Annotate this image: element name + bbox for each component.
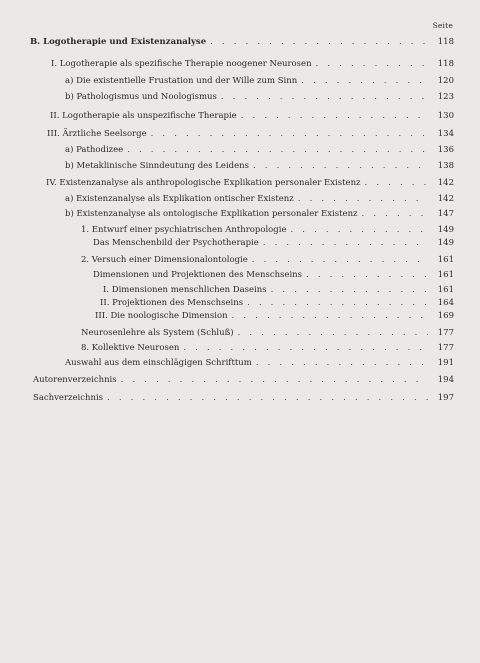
toc-entry: [0, 357, 480, 370]
toc-entry-label: b) Pathologismus und Noologismus: [65, 92, 217, 102]
toc-entry: [0, 342, 480, 355]
toc-entry-page: 147: [437, 209, 454, 219]
dot-leader: [256, 357, 428, 370]
toc-entry: [0, 208, 480, 221]
toc-entry-label: a) Existenzanalyse als Explikation ontischer Existenz: [65, 194, 294, 204]
dot-leader: [221, 91, 428, 104]
toc-entry-page: 138: [437, 161, 454, 171]
toc-entry-page: 149: [437, 238, 454, 248]
toc-entry: [0, 91, 480, 104]
toc-entry: [0, 160, 480, 173]
dot-leader: [238, 327, 428, 340]
toc-entry: [0, 144, 480, 157]
toc-entry-label: Sachverzeichnis: [33, 393, 104, 403]
dot-leader: [210, 36, 428, 49]
dot-leader: [365, 177, 428, 190]
toc-entry-page: 134: [437, 129, 454, 139]
toc-entry-label: 8. Kollektive Neurosen: [81, 343, 180, 353]
toc-entry-page: 161: [437, 285, 454, 295]
dot-leader: [263, 237, 428, 250]
dot-leader: [306, 269, 428, 282]
dot-leader: [253, 160, 428, 173]
dot-leader: [271, 284, 428, 297]
toc-entry-page: 169: [437, 311, 454, 321]
toc-entry: [0, 224, 480, 237]
toc-entry: [0, 128, 480, 141]
toc-entry-page: 118: [437, 37, 454, 47]
toc-entry: [0, 269, 480, 282]
toc-entry-page: 136: [437, 145, 454, 155]
dot-leader: [301, 75, 428, 88]
toc-entry-page: 194: [437, 375, 454, 385]
dot-leader: [298, 193, 428, 206]
toc-entry-label: Das Menschenbild der Psychotherapie: [93, 238, 259, 248]
dot-leader: [247, 297, 428, 310]
toc-entry-page: 130: [437, 111, 454, 121]
table-of-contents: [0, 36, 480, 405]
toc-entry: [0, 75, 480, 88]
toc-entry: [0, 310, 480, 323]
toc-entry: [0, 392, 480, 405]
dot-leader: [183, 342, 428, 355]
toc-entry-label: Dimensionen und Projektionen des Menschseins: [93, 270, 303, 280]
toc-entry-page: 164: [437, 298, 454, 308]
toc-entry: [0, 284, 480, 297]
toc-entry: [0, 297, 480, 310]
toc-entry-label: II. Projektionen des Menschseins: [100, 298, 244, 308]
page-column-label: Seite: [432, 21, 453, 30]
toc-entry-label: I. Dimensionen menschlichen Daseins: [103, 285, 267, 295]
toc-entry-label: b) Metaklinische Sinndeutung des Leidens: [65, 161, 249, 171]
toc-entry-page: 120: [437, 76, 454, 86]
toc-entry-label: III. Ärztliche Seelsorge: [47, 129, 147, 139]
toc-entry: [0, 58, 480, 71]
toc-entry-page: 118: [437, 59, 454, 69]
toc-entry-page: 149: [437, 225, 454, 235]
toc-entry-page: 177: [437, 328, 454, 338]
toc-entry-page: 197: [437, 393, 454, 403]
toc-entry-page: 123: [437, 92, 454, 102]
toc-entry-page: 191: [437, 358, 454, 368]
toc-entry-label: a) Pathodizee: [65, 145, 124, 155]
toc-entry-label: Autorenverzeichnis: [33, 375, 117, 385]
toc-entry-label: 1. Entwurf einer psychiatrischen Anthropologie: [81, 225, 287, 235]
toc-entry: [0, 193, 480, 206]
toc-entry-label: III. Die noologische Dimension: [95, 311, 228, 321]
toc-entry: [0, 374, 480, 387]
dot-leader: [107, 392, 428, 405]
toc-entry-page: 142: [437, 178, 454, 188]
toc-entry-label: I. Logotherapie als spezifische Therapie noogener Neurosen: [51, 59, 312, 69]
dot-leader: [232, 310, 428, 323]
dot-leader: [362, 208, 428, 221]
toc-entry-label: Neurosenlehre als System (Schluß): [81, 328, 234, 338]
dot-leader: [241, 110, 428, 123]
toc-entry-label: a) Die existentielle Frustation und der Wille zum Sinn: [65, 76, 298, 86]
toc-entry-page: 161: [437, 270, 454, 280]
toc-entry: [0, 254, 480, 267]
toc-entry: [0, 237, 480, 250]
dot-leader: [121, 374, 428, 387]
toc-entry: [0, 110, 480, 123]
toc-entry-label: 2. Versuch einer Dimensionalontologie: [81, 255, 248, 265]
toc-entry-page: 177: [437, 343, 454, 353]
dot-leader: [252, 254, 428, 267]
toc-entry-label: Auswahl aus dem einschlägigen Schrifttum: [65, 358, 252, 368]
toc-entry: [0, 36, 480, 49]
toc-entry-label: IV. Existenzanalyse als anthropologische Explikation personaler Existenz: [46, 178, 361, 188]
toc-entry-label: II. Logotherapie als unspezifische Therapie: [50, 111, 237, 121]
dot-leader: [316, 58, 428, 71]
dot-leader: [151, 128, 428, 141]
toc-entry-page: 161: [437, 255, 454, 265]
dot-leader: [290, 224, 428, 237]
toc-entry-label: b) Existenzanalyse als ontologische Explikation personaler Existenz: [65, 209, 358, 219]
toc-entry-page: 142: [437, 194, 454, 204]
toc-entry-label: B. Logotherapie und Existenzanalyse: [30, 37, 207, 47]
toc-entry: [0, 327, 480, 340]
toc-entry: [0, 177, 480, 190]
dot-leader: [127, 144, 428, 157]
